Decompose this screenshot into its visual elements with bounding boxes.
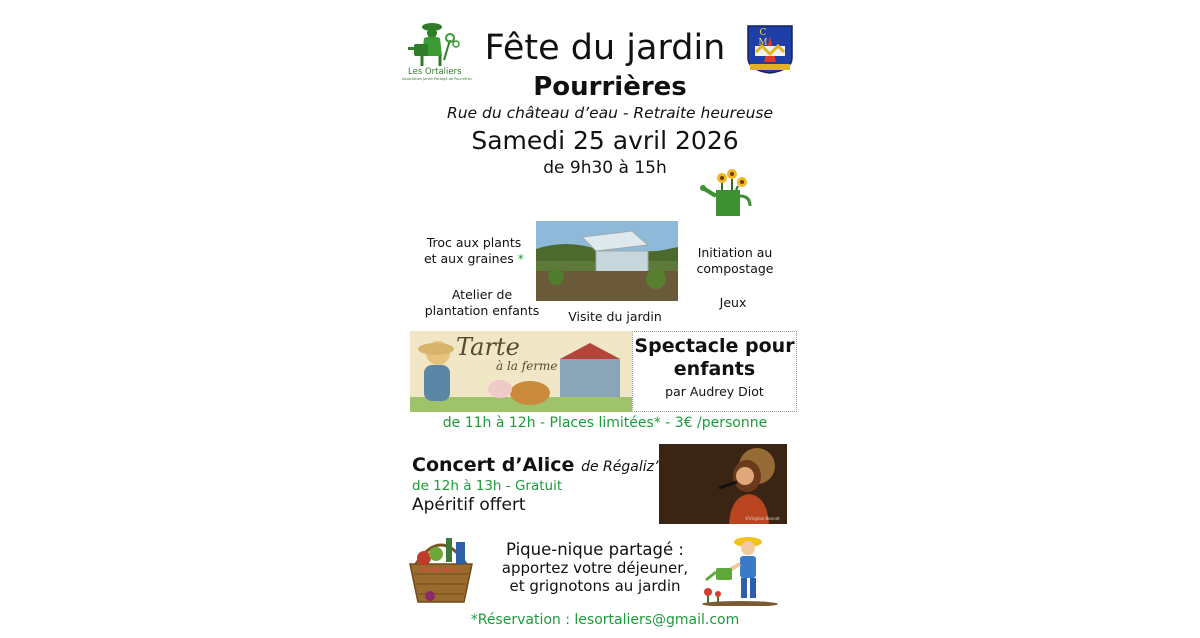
concert-photo — [659, 444, 787, 524]
town-crest — [746, 24, 794, 74]
event-title: Fête du jardin — [484, 28, 726, 68]
picnic-title: Pique-nique partagé : — [506, 540, 684, 559]
concert-by: de Régaliz’ — [581, 459, 659, 475]
watering-can-icon — [700, 166, 756, 222]
garden-photo — [536, 221, 678, 301]
gardener-cartoon-icon — [700, 530, 780, 606]
reservation-text: *Réservation : lesortaliers@gmail.com — [470, 612, 740, 628]
logo-name: Les Ortaliers — [408, 67, 462, 77]
atelier-line1: Atelier de — [451, 287, 513, 302]
jeux-activity: Jeux — [719, 295, 747, 310]
crest-letters: C M — [758, 28, 782, 48]
picnic-line2: apportez votre déjeuner, — [501, 559, 689, 577]
spectacle-schedule: de 11h à 12h - Places limitées* - 3€ /personne — [442, 415, 768, 431]
event-date: Samedi 25 avril 2026 — [471, 126, 739, 155]
atelier-activity — [422, 287, 542, 319]
spectacle-by: par Audrey Diot — [665, 384, 764, 399]
photo-credit: ©Virginie Bonnet — [745, 516, 780, 521]
spectacle-title: Spectacle pour enfants — [634, 335, 795, 380]
logo-tagline: Association Jardin Partagé de Pourrières — [402, 77, 472, 81]
visite-activity: Visite du jardin — [568, 309, 662, 324]
banner-title-1: Tarte — [456, 333, 520, 361]
picnic-line3: et grignotons au jardin — [509, 577, 681, 595]
aperitif-text: Apéritif offert — [412, 495, 526, 515]
compost-line1: Initiation au — [697, 245, 773, 260]
concert-title: Concert d’Alice — [412, 454, 575, 476]
troc-activity — [418, 235, 530, 267]
event-address: Rue du château d’eau - Retraite heureuse — [446, 104, 774, 122]
gardener-logo-icon — [400, 18, 480, 68]
compost-line2: compostage — [696, 261, 774, 276]
ortaliers-logo — [400, 18, 480, 84]
singer-photo-icon — [659, 444, 787, 524]
compost-activity — [690, 245, 780, 277]
troc-line1: Troc aux plants — [426, 235, 522, 250]
concert-heading — [412, 454, 658, 476]
tarte-banner — [410, 331, 632, 412]
concert-schedule: de 12h à 13h - Gratuit — [412, 478, 563, 494]
picnic-basket-icon — [402, 530, 480, 606]
event-hours: de 9h30 à 15h — [543, 158, 667, 178]
atelier-line2: plantation enfants — [424, 303, 540, 318]
troc-line2: et aux graines — [423, 251, 514, 266]
picnic-text — [470, 541, 720, 595]
troc-star: * — [517, 251, 525, 266]
event-location: Pourrières — [533, 72, 687, 102]
banner-title-2: à la ferme — [496, 359, 558, 373]
